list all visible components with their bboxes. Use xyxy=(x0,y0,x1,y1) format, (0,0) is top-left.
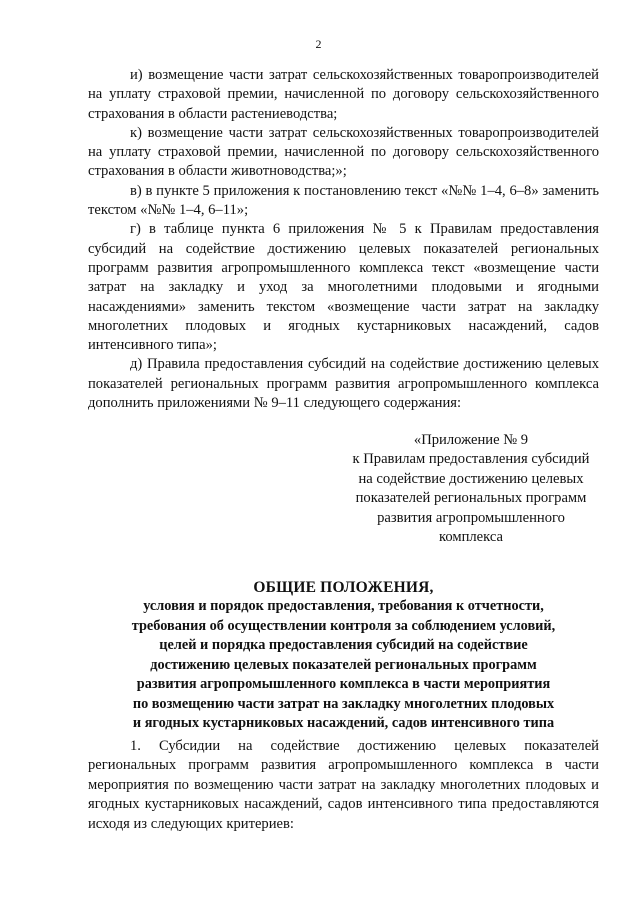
paragraph-item-i: и) возмещение части затрат сельскохозяйственных товаропроизводителей на уплату страховой премии, начисленной по договору сельскохозяйственного страхования в области растениеводства; xyxy=(88,67,599,122)
section-heading xyxy=(88,578,599,734)
heading-line: целей и порядка предоставления субсидий на содействие xyxy=(159,637,528,653)
page-number: 2 xyxy=(315,37,322,51)
paragraph-item-v: в) в пункте 5 приложения к постановлению текст «№№ 1–4, 6–8» заменить текстом «№№ 1–4, 6–11»; xyxy=(88,182,599,219)
heading-line: условия и порядок предоставления, требования к отчетности, xyxy=(143,598,544,614)
heading-title: ОБЩИЕ ПОЛОЖЕНИЯ, xyxy=(253,579,434,596)
appendix-line: «Приложение № 9 xyxy=(413,432,529,448)
heading-line: требования об осуществлении контроля за соблюдением условий, xyxy=(131,617,556,634)
appendix-reference xyxy=(340,431,602,547)
section-paragraph-1: 1. Субсидии на содействие достижению целевых показателей региональных программ развития агропромышленного комплекса в части мероприятия по возмещению части затрат на закладку многолетних плодовых и ягодных кустарниковых насаждений, садов интенсивного типа предоставляются исходя из следующих критериев: xyxy=(88,738,599,832)
section-body xyxy=(88,737,599,834)
heading-subtitle xyxy=(88,597,599,734)
paragraph-item-g: г) в таблице пункта 6 приложения № 5 к Правилам предоставления субсидий на содействие достижению целевых показателей региональных программ развития агропромышленного комплекса текст «возмещение части затрат на закладку и уход за многолетними плодовыми и ягодными насаждениями» заменить текстом «возмещение части затрат на закладку многолетних плодовых и ягодных кустарниковых насаждений, садов интенсивного типа»; xyxy=(88,221,599,354)
appendix-line: комплекса xyxy=(438,529,504,546)
paragraph-item-k: к) возмещение части затрат сельскохозяйственных товаропроизводителей на уплату страховой премии, начисленной по договору сельскохозяйственного страхования в области животноводства;»; xyxy=(88,124,599,180)
appendix-line: на содействие достижению целевых xyxy=(358,470,584,487)
appendix-line: развития агропромышленного xyxy=(377,509,565,526)
heading-line: по возмещению части затрат на закладку многолетних плодовых xyxy=(132,695,555,712)
appendix-line: к Правилам предоставления субсидий xyxy=(352,451,590,468)
appendix-line: показателей региональных программ xyxy=(355,490,587,507)
heading-line: и ягодных кустарниковых насаждений, садов интенсивного типа xyxy=(132,715,555,731)
heading-line: достижению целевых показателей региональных программ xyxy=(150,656,537,673)
paragraph-item-d: д) Правила предоставления субсидий на содействие достижению целевых показателей региональных программ развития агропромышленного комплекса дополнить приложениями № 9–11 следующего содержания: xyxy=(88,356,599,412)
heading-line: развития агропромышленного комплекса в части мероприятия xyxy=(136,676,551,692)
body-text xyxy=(88,66,599,413)
